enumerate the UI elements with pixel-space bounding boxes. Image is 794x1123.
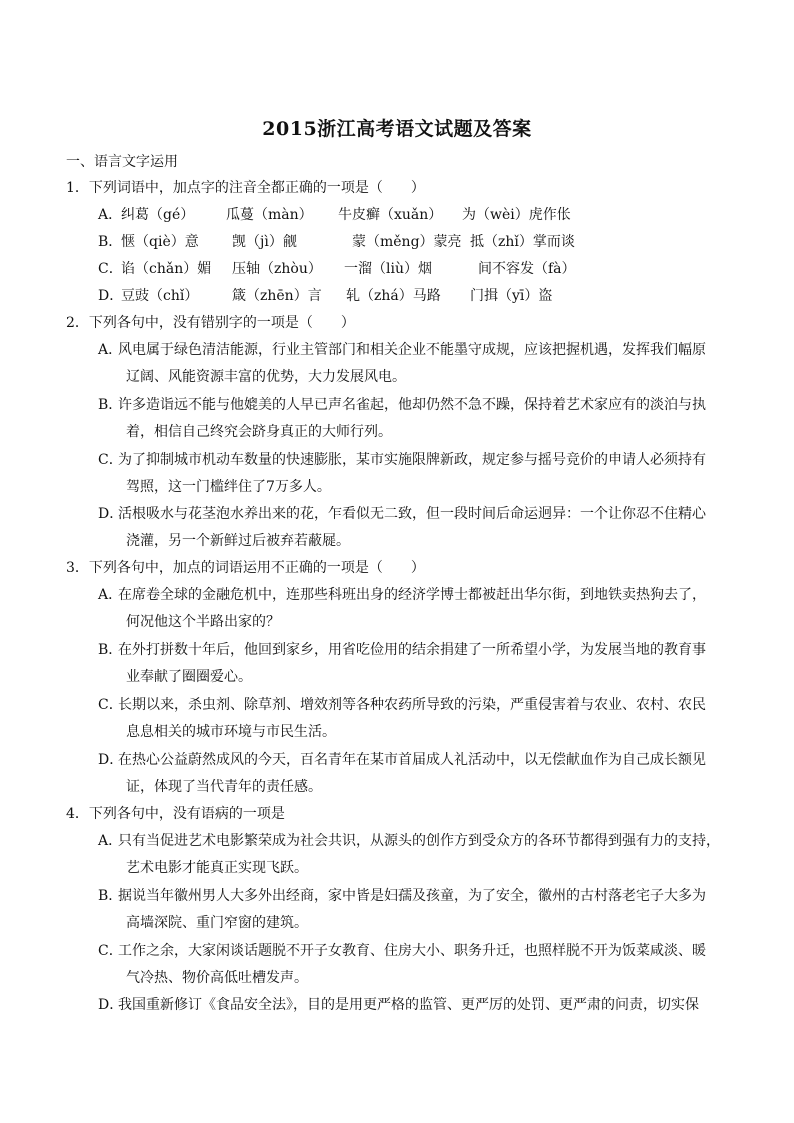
option-text: 为了抑制城市机动车数量的快速膨胀，某市实施限牌新政，规定参与摇号竞价的申请人必须持有: [118, 452, 706, 468]
option-text-cont: 着，相信自己终究会跻身真正的大师行列。: [126, 424, 392, 440]
option-text: 在席卷全球的金融危机中，连那些科班出身的经济学博士都被赶出华尔街，到地铁卖热狗去了，: [118, 587, 706, 603]
question-2-option-c: [98, 450, 706, 470]
option-item: 惬（qiè）意: [121, 234, 199, 250]
option-text: 工作之余，大家闲谈话题脱不开子女教育、住房大小、职务升迁，也照样脱不开为饭菜咸淡、暖: [118, 943, 706, 959]
question-4-option-c: [98, 941, 706, 961]
option-text: 许多造诣远不能与他媲美的人早已声名雀起，他却仍然不急不躁，保持着艺术家应有的淡泊与执: [118, 397, 706, 413]
option-letter: C．: [98, 261, 123, 277]
section-heading: 一、语言文字运用: [66, 154, 178, 170]
option-item: 一溜（liù）烟: [344, 261, 432, 277]
option-letter: C．: [98, 697, 123, 713]
option-text: 长期以来，杀虫剂、除草剂、增效剂等各种农药所导致的污染，严重侵害着与农业、农村、农民: [118, 697, 706, 713]
question-3-option-c: [98, 695, 706, 715]
option-item: 为（wèi）虎作伥: [462, 207, 571, 223]
question-2-option-d: [98, 504, 706, 524]
option-letter: D．: [98, 506, 124, 522]
question-4-option-d: [98, 995, 699, 1015]
option-letter: D．: [98, 288, 124, 304]
option-text: 我国重新修订《食品安全法》，目的是用更严格的监管、更严厉的处罚、更严肃的问责，切实保: [118, 997, 699, 1013]
option-item: 牛皮癣（xuǎn）: [338, 207, 443, 223]
option-text: 在外打拼数十年后，他回到家乡，用省吃俭用的结余捐建了一所希望小学，为发展当地的教育事: [118, 642, 706, 658]
option-item: 抵（zhǐ）掌而谈: [470, 234, 575, 250]
option-text: 在热心公益蔚然成风的今天，百名青年在某市首届成人礼活动中，以无偿献血作为自己成长额见: [118, 752, 706, 768]
option-letter: A．: [98, 207, 123, 223]
option-letter: A．: [98, 342, 123, 358]
option-text-cont: 浇灌，另一个新鲜过后被弃若蔽屣。: [126, 533, 350, 549]
option-letter: D．: [98, 997, 124, 1013]
option-letter: B．: [98, 234, 123, 250]
option-text-cont: 息息相关的城市环境与市民生活。: [126, 724, 336, 740]
option-item: 箴（zhēn）言: [232, 288, 322, 304]
question-4-option-b: [98, 886, 706, 906]
option-item: 轧（zhá）马路: [346, 288, 441, 304]
option-text-cont: 高墙深院、重门窄窗的建筑。: [126, 915, 308, 931]
option-text: 据说当年徽州男人大多外出经商，家中皆是妇孺及孩童，为了安全，徽州的古村落老宅子大多为: [118, 888, 706, 904]
question-1-stem: 1．下列词语中，加点字的注音全都正确的一项是（ ）: [66, 180, 425, 196]
question-2-option-a: [98, 340, 706, 360]
option-text: 风电属于绿色清洁能源，行业主管部门和相关企业不能墨守成规，应该把握机遇，发挥我们幅原: [118, 342, 706, 358]
option-letter: B．: [98, 888, 123, 904]
option-item: 蒙（měng）蒙亮: [352, 234, 462, 250]
option-letter: C．: [98, 452, 123, 468]
question-2-stem: 2．下列各句中，没有错别字的一项是（ ）: [66, 315, 355, 331]
option-letter: A．: [98, 587, 123, 603]
option-letter: B．: [98, 397, 123, 413]
option-text: 只有当促进艺术电影繁荣成为社会共识，从源头的创作方到受众方的各环节都得到强有力的支持，: [118, 833, 720, 849]
question-3-option-a: [98, 585, 706, 605]
option-letter: B．: [98, 642, 123, 658]
option-text-cont: 气冷热、物价高低吐槽发声。: [126, 970, 308, 986]
option-letter: C．: [98, 943, 123, 959]
question-3-stem: 3．下列各句中，加点的词语运用不正确的一项是（ ）: [66, 560, 425, 576]
page-title: 2015浙江高考语文试题及答案: [262, 118, 532, 140]
option-text-cont: 艺术电影才能真正实现飞跃。: [126, 860, 308, 876]
option-item: 纠葛（gé）: [121, 207, 195, 223]
option-text-cont: 证，体现了当代青年的责任感。: [126, 779, 322, 795]
question-3-option-d: [98, 750, 706, 770]
option-item: 门揖（yī）盗: [470, 288, 553, 304]
option-item: 谄（chǎn）媚: [121, 261, 212, 277]
question-3-option-b: [98, 640, 706, 660]
option-text-cont: 辽阔、风能资源丰富的优势，大力发展风电。: [126, 369, 406, 385]
option-text-cont: 驾照，这一门槛绊住了7万多人。: [126, 479, 331, 495]
option-text-cont: 业奉献了圈圈爱心。: [126, 669, 252, 685]
option-letter: D．: [98, 752, 124, 768]
question-4-option-a: [98, 831, 720, 851]
option-text-cont: 何况他这个半路出家的？: [126, 614, 280, 630]
option-letter: A．: [98, 833, 123, 849]
option-item: 觊（jì）觎: [232, 234, 297, 250]
option-text: 活根吸水与花茎泡水养出来的花，乍看似无二致，但一段时间后命运迥异：一个让你忍不住精心: [118, 506, 706, 522]
option-item: 压轴（zhòu）: [232, 261, 322, 277]
question-2-option-b: [98, 395, 706, 415]
option-item: 瓜蔓（màn）: [226, 207, 313, 223]
question-4-stem: 4．下列各句中，没有语病的一项是: [66, 806, 285, 822]
option-item: 间不容发（fà）: [478, 261, 576, 277]
option-item: 豆豉（chǐ）: [121, 288, 199, 304]
